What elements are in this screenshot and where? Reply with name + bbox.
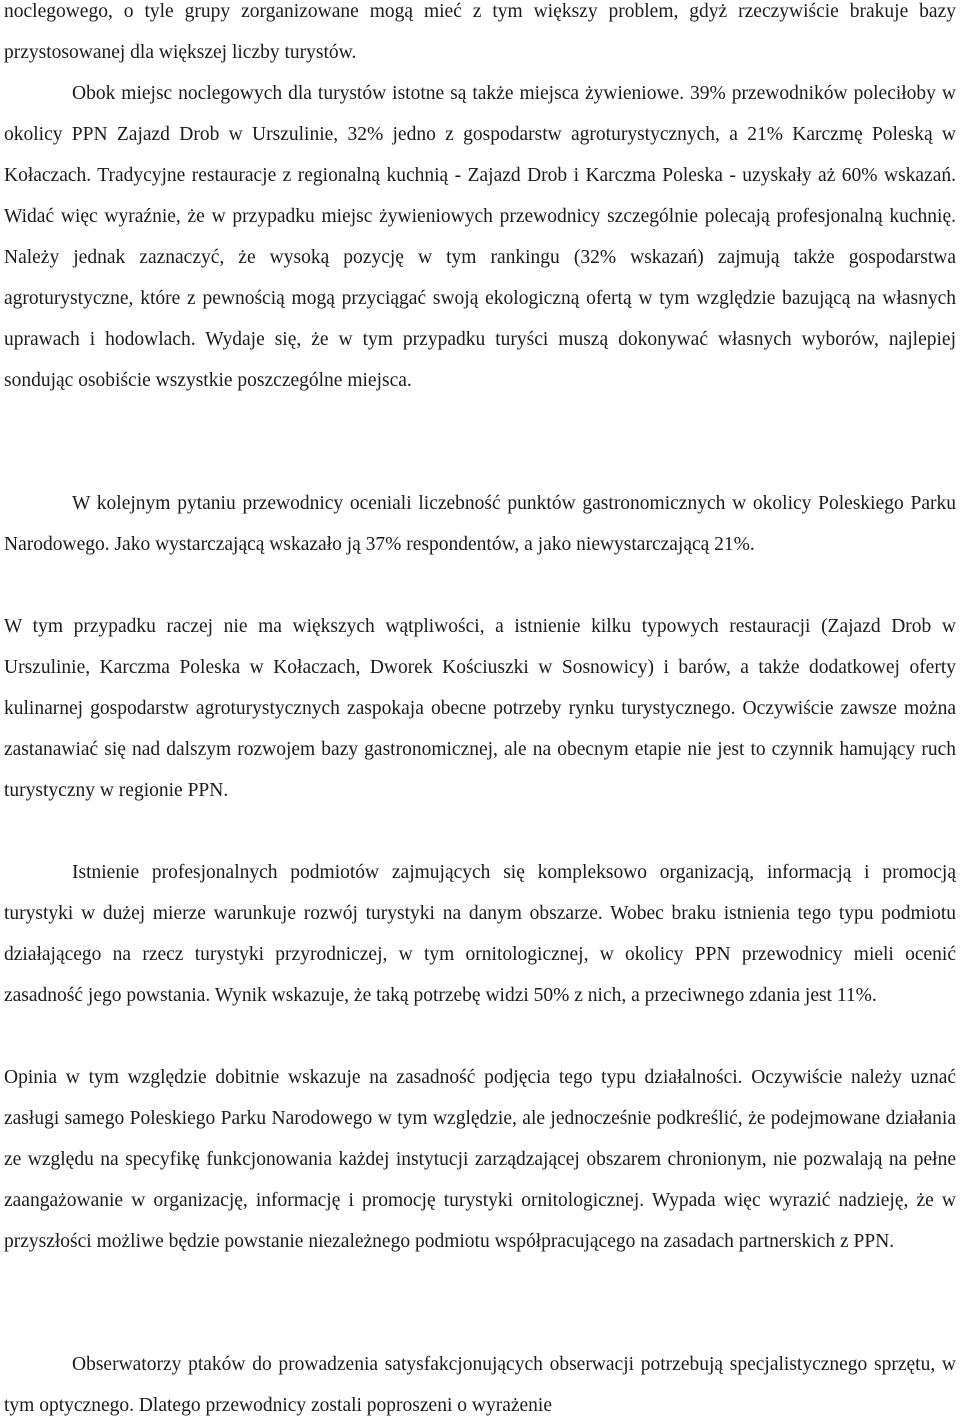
paragraph: noclegowego, o tyle grupy zorganizowane mogą mieć z tym większy problem, gdyż rzeczywiście brakuje bazy przystosowanej dla większej liczby turystów. (4, 1, 956, 63)
paragraph-gastronomy-count (4, 483, 956, 565)
paragraph: Obok miejsc noclegowych dla turystów istotne są także miejsca żywieniowe. 39% przewodników poleciłoby w okolicy PPN Zajazd Drob w Urszulinie, 32% jedno z gospodarstw agroturystycznych, a 21% Karczmę Poleską w Kołaczach. Tradycyjne restauracje z regionalną kuchnią - Zajazd Drob i Karczma Poleska - uzyskały aż 60% wskazań. Widać więc wyraźnie, że w przypadku miejsc żywieniowych przewodnicy szczególnie polecają profesjonalną kuchnię. Należy jednak zaznaczyć, że wysoką pozycję w tym rankingu (32% wskazań) zajmują także gospodarstwa agroturystyczne, które z pewnością mogą przyciągać swoją ekologiczną ofertą w tym względzie bazującą na własnych uprawach i hodowlach. Wydaje się, że w tym przypadku turyści muszą dokonywać własnych wyborów, najlepiej sondując osobiście wszystkie poszczególne miejsca. (4, 83, 956, 391)
paragraph-observers (4, 1344, 956, 1426)
paragraph: Opinia w tym względzie dobitnie wskazuje na zasadność podjęcia tego typu działalności. Oczywiście należy uznać zasługi samego Poleskiego Parku Narodowego w tym względzie, ale jednocześnie podkreślić, że podejmowane działania ze względu na specyfikę funkcjonowania każdej instytucji zarządzającej obszarem chronionym, nie pozwalają na pełne zaangażowanie w organizację, informację i promocję turystyki ornitologicznej. Wypada więc wyrazić nadzieję, że w przyszłości możliwe będzie powstanie niezależnego podmiotu współpracującego na zasadach partnerskich z PPN. (4, 1067, 956, 1252)
paragraph-opinion (4, 1057, 956, 1262)
paragraph-continuation (4, 0, 956, 73)
paragraph-organization (4, 852, 956, 1016)
paragraph-restaurants (4, 606, 956, 811)
paragraph-food-places (4, 73, 956, 401)
paragraph: Istnienie profesjonalnych podmiotów zajmujących się kompleksowo organizacją, informacją i promocją turystyki w dużej mierze warunkuje rozwój turystyki na danym obszarze. Wobec braku istnienia tego typu podmiotu działającego na rzecz turystyki przyrodniczej, w tym ornitologicznej, w okolicy PPN przewodnicy mieli ocenić zasadność jego powstania. Wynik wskazuje, że taką potrzebę widzi 50% z nich, a przeciwnego zdania jest 11%. (4, 862, 956, 1006)
paragraph: Obserwatorzy ptaków do prowadzenia satysfakcjonujących obserwacji potrzebują specjalistycznego sprzętu, w tym optycznego. Dlatego przewodnicy zostali poproszeni o wyrażenie (4, 1354, 956, 1416)
paragraph: W tym przypadku raczej nie ma większych wątpliwości, a istnienie kilku typowych restauracji (Zajazd Drob w Urszulinie, Karczma Poleska w Kołaczach, Dworek Kościuszki w Sosnowicy) i barów, a także dodatkowej oferty kulinarnej gospodarstw agroturystycznych zaspokaja obecne potrzeby rynku turystycznego. Oczywiście zawsze można zastanawiać się nad dalszym rozwojem bazy gastronomicznej, ale na obecnym etapie nie jest to czynnik hamujący ruch turystyczny w regionie PPN. (4, 616, 956, 801)
paragraph: W kolejnym pytaniu przewodnicy oceniali liczebność punktów gastronomicznych w okolicy Poleskiego Parku Narodowego. Jako wystarczającą wskazało ją 37% respondentów, a jako niewystarczającą 21%. (4, 493, 956, 555)
